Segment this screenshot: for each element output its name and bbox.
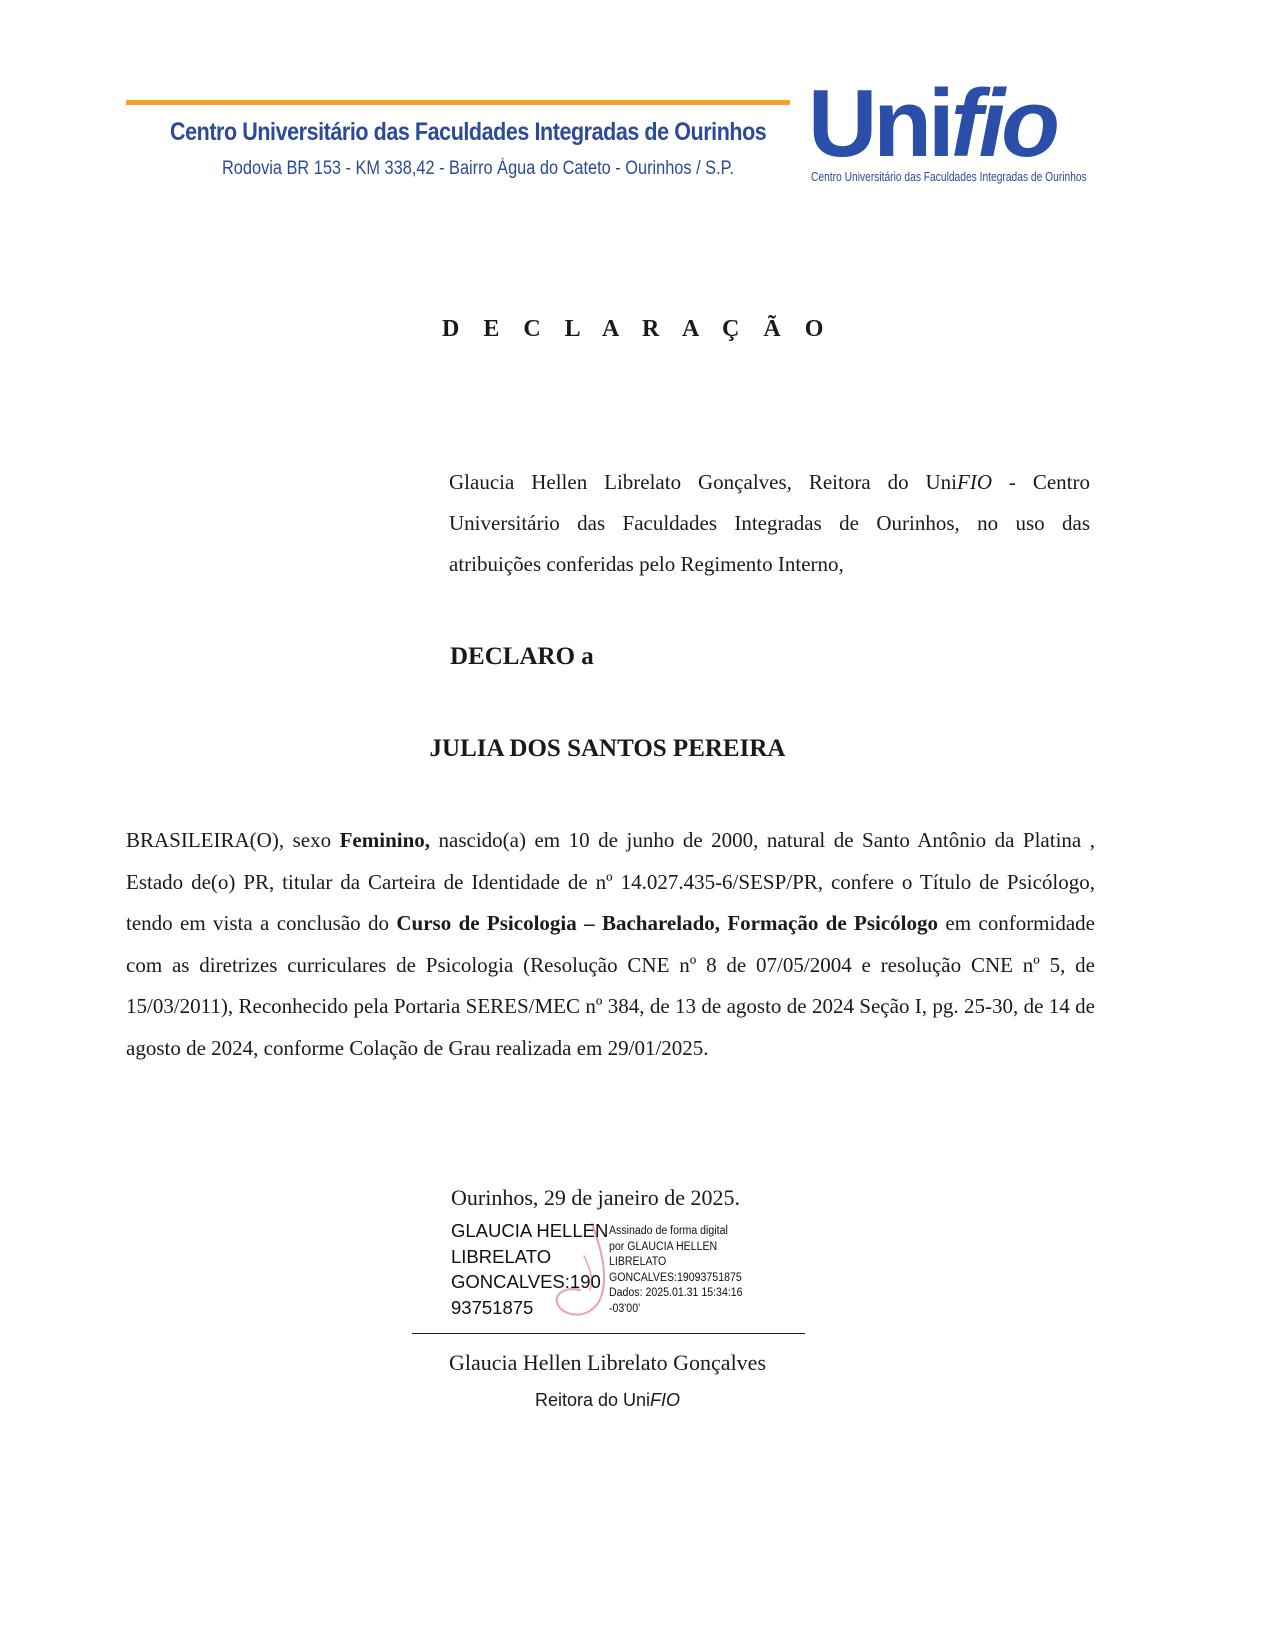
sig-name-line: 93751875 bbox=[451, 1296, 534, 1318]
logo-wordmark bbox=[808, 70, 1056, 177]
student-name: JULIA DOS SANTOS PEREIRA bbox=[429, 735, 786, 762]
document-title: D E C L A R A Ç Ã O bbox=[442, 316, 833, 342]
body-bold-sex: Feminino, bbox=[339, 828, 431, 852]
body-text-2: nascido(a) em 10 de junho de 2000, natural de Santo Antônio da Platina , Estado de(o) PR, titular da Carteira de Identidade de nº 14.027.435-6/SESP/PR, confere o Título de Psicólogo, tendo em vista a conclusão do bbox=[126, 828, 1095, 935]
signer-role-italic: FIO bbox=[650, 1390, 681, 1410]
digital-signature-name bbox=[451, 1218, 608, 1320]
preamble-text-1: Glaucia Hellen Librelato Gonçalves, Reitora do Uni bbox=[449, 470, 957, 494]
sig-name-line: LIBRELATO bbox=[451, 1245, 552, 1267]
sig-info-line: por GLAUCIA HELLEN bbox=[609, 1240, 718, 1253]
signer-role bbox=[0, 1390, 1215, 1411]
signer-name: Glaucia Hellen Librelato Gonçalves bbox=[448, 1350, 767, 1375]
sig-info-line: -03'00' bbox=[609, 1302, 641, 1315]
body-bold-course: Curso de Psicologia – Bacharelado, Formação de Psicólogo bbox=[396, 911, 939, 935]
signature-line bbox=[412, 1333, 805, 1334]
sig-info-line: LIBRELATO bbox=[609, 1256, 667, 1268]
sig-info-line: Dados: 2025.01.31 15:34:16 bbox=[609, 1287, 743, 1299]
signer-role-text: Reitora do Uni bbox=[534, 1390, 651, 1410]
declaration-body bbox=[126, 820, 1095, 1069]
header-accent-line bbox=[126, 100, 790, 105]
place-date: Ourinhos, 29 de janeiro de 2025. bbox=[451, 1185, 740, 1210]
digital-signature-info bbox=[609, 1224, 743, 1317]
logo-subtitle: Centro Universitário das Faculdades Integradas de Ourinhos bbox=[811, 170, 1087, 184]
preamble-text-2: - Centro Universitário das Faculdades Integradas de Ourinhos, no uso das atribuições conferidas pelo Regimento Interno, bbox=[449, 470, 1090, 576]
sig-name-line: GONCALVES:190 bbox=[451, 1271, 601, 1292]
declaro-heading: DECLARO a bbox=[450, 643, 594, 670]
preamble-text-italic: FIO bbox=[957, 470, 992, 494]
body-text-1: BRASILEIRA(O), sexo bbox=[126, 828, 340, 852]
logo-word-uni: Uni bbox=[808, 70, 951, 177]
header-address: Rodovia BR 153 - KM 338,42 - Bairro Água do Cateto - Ourinhos / S.P. bbox=[222, 158, 734, 179]
preamble-paragraph bbox=[449, 462, 1090, 585]
unifio-logo bbox=[808, 70, 1103, 192]
body-text-3: em conformidade com as diretrizes curriculares de Psicologia (Resolução CNE nº 8 de 07/05/2004 e resolução CNE nº 5, de 15/03/2011), Reconhecido pela Portaria SERES/MEC nº 384, de 13 de agosto de 2024 Seção I, pg. 25-30, de 14 de agosto de 2024, conforme Colação de Grau realizada em 29/01/2025. bbox=[126, 911, 1095, 1060]
sig-info-line: GONCALVES:19093751875 bbox=[609, 1271, 742, 1284]
sig-name-line: GLAUCIA HELLEN bbox=[451, 1220, 609, 1241]
header-institution-name: Centro Universitário das Faculdades Integradas de Ourinhos bbox=[170, 118, 767, 146]
logo-word-fio: fio bbox=[950, 70, 1056, 177]
sig-info-line: Assinado de forma digital bbox=[609, 1225, 728, 1237]
